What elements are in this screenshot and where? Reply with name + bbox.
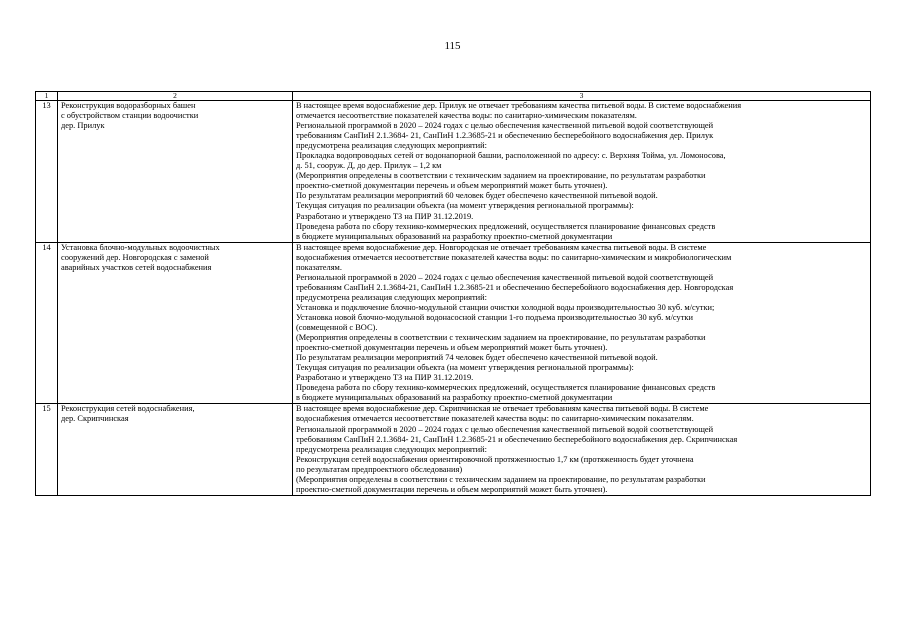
description-line: в бюджете муниципальных образований на разработку проектно-сметной документации [296, 393, 613, 403]
description-line: требованиям СанПиН 2.1.3684- 21, СанПиН 1.2.3685-21 и обеспечению бесперебойного водоснабжения дер. Скрипчинская [296, 434, 738, 444]
description-line: В настоящее время водоснабжение дер. Прилук не отвечает требованиям качества питьевой воды. В системе водоснабжения [296, 101, 742, 110]
description-line: проектно-сметной документации перечень и объем мероприятий может быть уточнен). [296, 484, 608, 494]
description-line: проектно-сметной документации перечень и объем мероприятий может быть уточнен). [296, 181, 608, 191]
description-line: Установка новой блочно-модульной водонасосной станции 1-го подъема производительностью 30 куб. м/сутки [296, 312, 693, 322]
object-name-line: Реконструкция водоразборных башен [61, 101, 196, 110]
description-line: Региональной программой в 2020 – 2024 годах с целью обеспечения качественной питьевой водой соответствующей [296, 424, 714, 434]
description-line: требованиям СанПиН 2.1.3684- 21, СанПиН 1.2.3685-21 и обеспечению бесперебойного водоснабжения дер. Прилук [296, 131, 714, 141]
table-row [36, 404, 871, 495]
description-cell [293, 404, 871, 495]
object-name-line: Установка блочно-модульных водоочистных [61, 242, 220, 252]
object-name-line: Реконструкция сетей водоснабжения, [61, 404, 195, 414]
description-line: д. 51, сооруж. Д, до дер. Прилук – 1,2 км [296, 161, 442, 171]
description-line: По результатам реализации мероприятий 60 человек будет обеспечено качественной питьевой водой. [296, 191, 658, 201]
object-name-line: с обустройством станции водоочистки [61, 111, 199, 121]
object-name-line: дер. Прилук [61, 121, 105, 131]
description-line: (Мероприятия определены в соответствии с техническим заданием на проектирование, по результатам разработки [296, 474, 706, 484]
table-body [36, 101, 871, 496]
object-name-line: аварийных участков сетей водоснабжения [61, 262, 212, 272]
description-line: требованиям СанПиН 2.1.3684-21, СанПиН 1.2.3685-21 и обеспечению бесперебойного водоснабжения дер. Новгородская [296, 282, 734, 292]
description-line: водоснабжения отмечается несоответствие показателей качества воды: по санитарно-химическим показателям. [296, 414, 694, 424]
description-line: Проведена работа по сбору технико-коммерческих предложений, осуществляется планирование финансовых средств [296, 383, 716, 393]
description-line: В настоящее время водоснабжение дер. Новгородская не отвечает требованиям качества питьевой воды. В системе [296, 242, 707, 252]
description-line: Текущая ситуация по реализации объекта (на момент утверждения региональной программы): [296, 201, 634, 211]
page-number: 115 [444, 40, 461, 52]
description-line: предусмотрена реализация следующих мероприятий: [296, 444, 487, 454]
description-line: (Мероприятия определены в соответствии с техническим заданием на проектирование, по результатам разработки [296, 171, 706, 181]
row-number: 14 [36, 242, 58, 404]
description-line: Проведена работа по сбору технико-коммерческих предложений, осуществляется планирование финансовых средств [296, 221, 716, 231]
description-line: Разработано и утверждено ТЗ на ПИР 31.12.2019. [296, 373, 474, 383]
description-line: в бюджете муниципальных образований на разработку проектно-сметной документации [296, 231, 613, 241]
object-name-cell [58, 242, 293, 404]
header-cell-2: 2 [58, 92, 293, 101]
object-name-line: дер. Скрипчинская [61, 414, 129, 424]
description-line: предусмотрена реализация следующих мероприятий: [296, 292, 487, 302]
header-row [36, 92, 871, 101]
description-cell [293, 242, 871, 404]
description-line: водоснабжения отмечается несоответствие показателей качества воды: по санитарно-химическим и микробиологическим [296, 252, 732, 262]
description-line: В настоящее время водоснабжение дер. Скрипчинская не отвечает требованиям качества питьевой воды. В системе [296, 404, 709, 414]
description-line: Разработано и утверждено ТЗ на ПИР 31.12.2019. [296, 211, 474, 221]
description-line: Региональной программой в 2020 – 2024 годах с целью обеспечения качественной питьевой водой соответствующей [296, 121, 714, 131]
description-line: Реконструкция сетей водоснабжения ориентировочной протяженностью 1,7 км (протяженность будет уточнена [296, 454, 694, 464]
description-line: Текущая ситуация по реализации объекта (на момент утверждения региональной программы): [296, 363, 634, 373]
row-number: 15 [36, 404, 58, 495]
description-line: отмечается несоответствие показателей качества воды: по санитарно-химическим показателям. [296, 111, 637, 121]
description-line: проектно-сметной документации перечень и объем мероприятий может быть уточнен). [296, 343, 608, 353]
table-row [36, 101, 871, 243]
object-name-line: сооружений дер. Новгородская с заменой [61, 252, 209, 262]
table-row [36, 242, 871, 404]
header-cell-3: 3 [293, 92, 871, 101]
description-line: Прокладка водопроводных сетей от водонапорной башни, расположенной по адресу: с. Верхняя Тойма, ул. Ломоносова, [296, 151, 726, 161]
description-line: (совмещенной с ВОС). [296, 323, 378, 333]
description-line: По результатам реализации мероприятий 74 человек будет обеспечено качественной питьевой водой. [296, 353, 658, 363]
description-cell [293, 101, 871, 243]
description-line: по результатам предпроектного обследования) [296, 464, 463, 474]
description-line: предусмотрена реализация следующих мероприятий: [296, 141, 487, 151]
object-name-cell [58, 101, 293, 243]
object-name-cell [58, 404, 293, 495]
header-cell-1: 1 [36, 92, 58, 101]
description-line: Установка и подключение блочно-модульной станции очистки холодной воды производительностью 30 куб. м/сутки; [296, 302, 715, 312]
program-table [35, 91, 871, 496]
row-number: 13 [36, 101, 58, 243]
description-line: Региональной программой в 2020 – 2024 годах с целью обеспечения качественной питьевой водой соответствующей [296, 272, 714, 282]
description-line: показателям. [296, 262, 342, 272]
description-line: (Мероприятия определены в соответствии с техническим заданием на проектирование, по результатам разработки [296, 333, 706, 343]
